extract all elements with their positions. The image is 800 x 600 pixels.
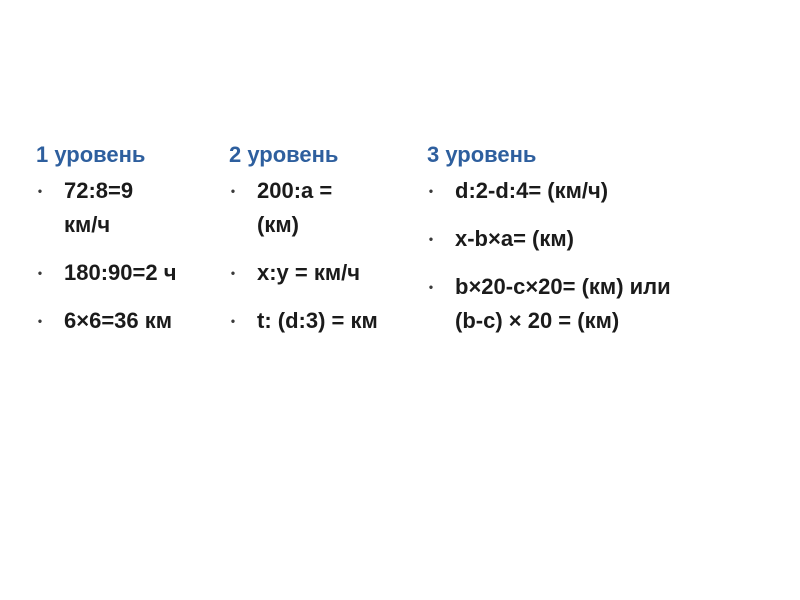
list-item-text: х:у = км/ч	[257, 260, 361, 285]
list-item	[427, 222, 767, 256]
bullet-icon: •	[428, 280, 434, 294]
list-item-text: d:2-d:4= (км/ч)	[455, 178, 609, 203]
level-3-column	[427, 140, 767, 352]
bullet-icon: •	[37, 184, 43, 198]
list-item	[427, 270, 767, 338]
list-item	[427, 174, 767, 208]
bullet-icon: •	[230, 184, 236, 198]
bullet-icon: •	[230, 314, 236, 328]
bullet-icon: •	[428, 232, 434, 246]
list-item-text: t: (d:3) = км	[257, 308, 378, 333]
bullet-icon: •	[37, 266, 43, 280]
list-item-text: b×20-c×20= (км) или (b-c) × 20 = (км)	[455, 274, 671, 333]
level-2-heading: 2 уровень	[229, 142, 339, 167]
level-1-heading: 1 уровень	[36, 142, 146, 167]
level-1-column	[36, 140, 224, 352]
list-item	[229, 304, 427, 338]
level-2-column	[229, 140, 427, 352]
list-item	[36, 256, 224, 290]
bullet-icon: •	[37, 314, 43, 328]
list-item-text: 200:а = (км)	[257, 178, 333, 237]
level-3-list	[427, 174, 767, 338]
list-item-text: 180:90=2 ч	[64, 260, 177, 285]
list-item	[229, 256, 427, 290]
bullet-icon: •	[230, 266, 236, 280]
list-item-text: 72:8=9 км/ч	[64, 178, 134, 237]
bullet-icon: •	[428, 184, 434, 198]
level-1-list	[36, 174, 224, 338]
level-2-list	[229, 174, 427, 338]
list-item-text: 6×6=36 км	[64, 308, 173, 333]
list-item-text: x-b×a= (км)	[455, 226, 574, 251]
list-item	[36, 304, 224, 338]
list-item	[229, 174, 427, 242]
list-item	[36, 174, 224, 242]
level-3-heading: 3 уровень	[427, 142, 537, 167]
